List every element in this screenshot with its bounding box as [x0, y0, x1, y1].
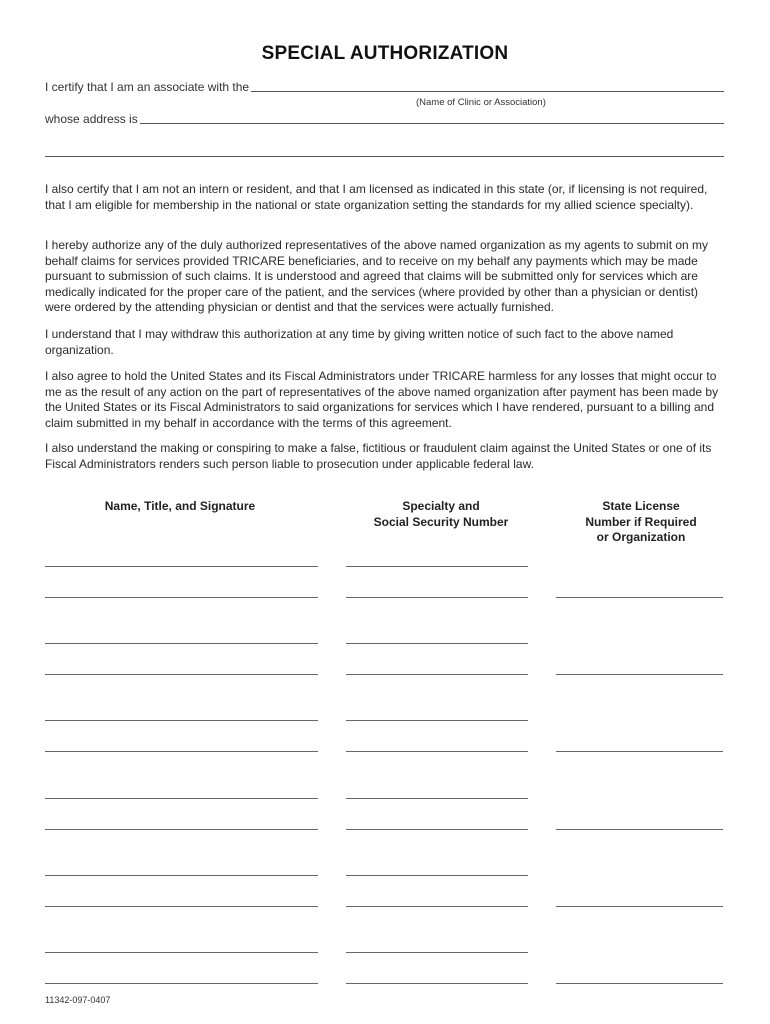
column-header-license-line2: Number if Required	[585, 514, 697, 529]
specialty-line[interactable]	[346, 751, 528, 752]
form-number: 11342-097-0407	[45, 995, 111, 1005]
name-line[interactable]	[45, 566, 318, 567]
specialty-line[interactable]	[346, 798, 528, 799]
specialty-line[interactable]	[346, 566, 528, 567]
license-line[interactable]	[556, 983, 723, 984]
clinic-name-field[interactable]	[251, 90, 724, 92]
column-header-specialty-line2: Social Security Number	[373, 514, 509, 529]
name-line[interactable]	[45, 875, 318, 876]
page-title: SPECIAL AUTHORIZATION	[261, 43, 509, 64]
name-line[interactable]	[45, 798, 318, 799]
address-field[interactable]	[140, 122, 724, 124]
certify-label: I certify that I am an associate with the	[45, 80, 250, 94]
name-line[interactable]	[45, 643, 318, 644]
name-line[interactable]	[45, 906, 318, 907]
specialty-line[interactable]	[346, 829, 528, 830]
column-header-name-text: Name, Title, and Signature	[104, 499, 256, 513]
column-header-license	[556, 499, 726, 546]
license-line[interactable]	[556, 906, 723, 907]
column-header-specialty	[341, 499, 541, 530]
name-line[interactable]	[45, 597, 318, 598]
specialty-line[interactable]	[346, 597, 528, 598]
name-line[interactable]	[45, 983, 318, 984]
harmless-paragraph: I also agree to hold the United States and its Fiscal Administrators under TRICARE harmless for any losses that might occur to me as the result of any action on the part of representatives of the above named organization after payment has been made by the United States or its Fiscal Administrators to said organizations for services which I have rendered, pursuant to a billing and claim submitted in my behalf in accordance with the terms of this agreement.	[45, 369, 719, 430]
column-header-name	[60, 499, 300, 515]
column-header-license-line1: State License	[602, 499, 680, 513]
authorization-paragraph: I hereby authorize any of the duly authorized representatives of the above named organization as my agents to submit on my behalf claims for services provided TRICARE beneficiaries, and to receive on my behalf any payments which may be made pursuant to submission of such claims. It is understood and agreed that claims will be submitted only for services which are medically indicated for the proper care of the patient, and the services (where provided by other than a physician or dentist) were ordered by the attending physician or dentist and that the services were actually furnished.	[45, 238, 709, 315]
specialty-line[interactable]	[346, 983, 528, 984]
specialty-line[interactable]	[346, 875, 528, 876]
address-field-line-2[interactable]	[45, 156, 724, 157]
specialty-line[interactable]	[346, 906, 528, 907]
column-header-license-line3: or Organization	[596, 530, 686, 544]
name-line[interactable]	[45, 829, 318, 830]
clinic-caption: (Name of Clinic or Association)	[416, 97, 546, 108]
address-row	[45, 112, 724, 126]
column-header-specialty-line1: Specialty and	[402, 499, 480, 513]
name-line[interactable]	[45, 751, 318, 752]
specialty-line[interactable]	[346, 674, 528, 675]
license-line[interactable]	[556, 829, 723, 830]
clinic-name-row	[45, 80, 724, 94]
certification-paragraph: I also certify that I am not an intern or resident, and that I am licensed as indicated in this state (or, if licensing is not required, that I am eligible for membership in the national or state organization setting the standards for my allied science specialty).	[45, 182, 708, 212]
license-line[interactable]	[556, 751, 723, 752]
license-line[interactable]	[556, 674, 723, 675]
false-claim-paragraph: I also understand the making or conspiring to make a false, fictitious or fraudulent claim against the United States or one of its Fiscal Administrators renders such person liable to prosecution under applicable federal law.	[45, 441, 712, 471]
license-line[interactable]	[556, 597, 723, 598]
name-line[interactable]	[45, 952, 318, 953]
withdrawal-paragraph: I understand that I may withdraw this authorization at any time by giving written notice of such fact to the above named organization.	[45, 327, 674, 357]
specialty-line[interactable]	[346, 720, 528, 721]
name-line[interactable]	[45, 720, 318, 721]
address-label: whose address is	[45, 112, 138, 126]
specialty-line[interactable]	[346, 643, 528, 644]
name-line[interactable]	[45, 674, 318, 675]
specialty-line[interactable]	[346, 952, 528, 953]
